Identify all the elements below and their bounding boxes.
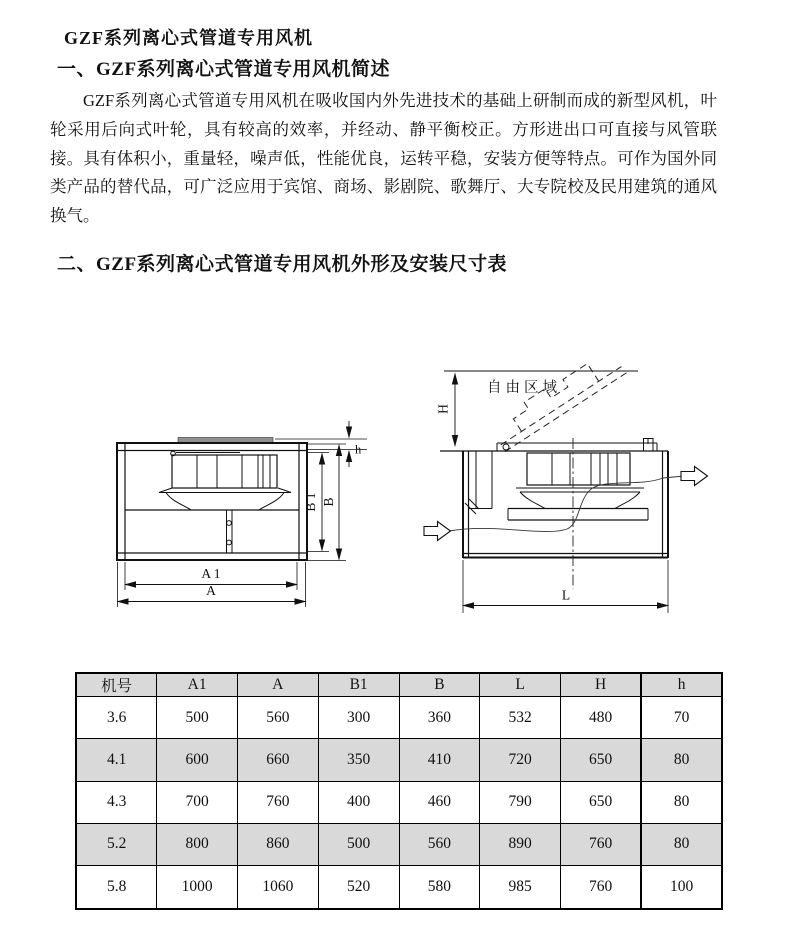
table-cell: 5.2: [76, 823, 157, 865]
dim-label-a1: A 1: [201, 566, 221, 581]
column-header: H: [561, 673, 642, 697]
column-header: A: [238, 673, 319, 697]
section1-heading: 一、GZF系列离心式管道专用风机简述: [57, 59, 391, 80]
table-cell: 560: [399, 823, 480, 865]
table-cell: 532: [480, 697, 561, 739]
table-cell: 580: [399, 866, 480, 909]
dim-label-L: L: [561, 587, 571, 603]
table-cell: 5.8: [76, 866, 157, 909]
table-cell: 720: [480, 739, 561, 781]
table-row: [76, 866, 722, 909]
power-cable: [449, 476, 684, 532]
table-cell: 70: [641, 697, 722, 739]
impeller-bell-side: [508, 488, 648, 520]
table-cell: 790: [480, 781, 561, 823]
table-row: [76, 823, 722, 865]
dim-label-b1: B 1: [303, 492, 318, 512]
table-cell: 460: [399, 781, 480, 823]
airflow-in-arrow: [424, 522, 451, 541]
fan-casing-side: [463, 451, 668, 558]
table-header: [76, 673, 722, 697]
table-cell: 80: [641, 781, 722, 823]
table-cell: 1000: [157, 866, 238, 909]
dimensions-table: [75, 672, 723, 910]
table-cell: 80: [641, 823, 722, 865]
table-cell: 1060: [238, 866, 319, 909]
side-view-drawing: [424, 350, 708, 613]
table-cell: 80: [641, 739, 722, 781]
technical-drawings: [0, 350, 800, 630]
table-cell: 650: [561, 781, 642, 823]
table-cell: 800: [157, 823, 238, 865]
table-cell: 985: [480, 866, 561, 909]
table-row: [76, 697, 722, 739]
table-cell: 760: [238, 781, 319, 823]
dim-label-a: A: [206, 583, 216, 598]
table-cell: 500: [157, 697, 238, 739]
table-cell: 300: [318, 697, 399, 739]
table-cell: 410: [399, 739, 480, 781]
table-cell: 3.6: [76, 697, 157, 739]
table-cell: 520: [318, 866, 399, 909]
column-header: h: [641, 673, 722, 697]
table-header-row: [76, 673, 722, 697]
impeller-bell-front: [159, 488, 291, 510]
table-cell: 500: [318, 823, 399, 865]
table-cell: 4.3: [76, 781, 157, 823]
table-cell: 4.1: [76, 739, 157, 781]
section2-heading: 二、GZF系列离心式管道专用风机外形及安装尺寸表: [57, 254, 508, 275]
front-view-drawing: [117, 421, 367, 607]
doc-title: GZF系列离心式管道专用风机: [64, 28, 314, 48]
dim-label-H: H: [435, 404, 451, 414]
airflow-out-arrow: [681, 467, 708, 486]
motor-block-front: [172, 455, 277, 488]
table-cell: 480: [561, 697, 642, 739]
table-cell: 400: [318, 781, 399, 823]
table-cell: 560: [238, 697, 319, 739]
open-position-dashed-outline: [488, 350, 629, 452]
column-header: A1: [157, 673, 238, 697]
table-cell: 660: [238, 739, 319, 781]
column-header: 机号: [76, 673, 157, 697]
table-row: [76, 739, 722, 781]
table-cell: 350: [318, 739, 399, 781]
column-header: B1: [318, 673, 399, 697]
table-cell: 760: [561, 823, 642, 865]
table-cell: 700: [157, 781, 238, 823]
dim-label-b: B: [321, 497, 336, 507]
table-cell: 600: [157, 739, 238, 781]
motor-block-side: [527, 453, 630, 485]
table-cell: 100: [641, 866, 722, 909]
column-header: L: [480, 673, 561, 697]
fan-casing-front: [117, 443, 307, 560]
table-cell: 760: [561, 866, 642, 909]
section1-paragraph: GZF系列离心式管道专用风机在吸收国内外先进技术的基础上研制而成的新型风机，叶轮采用后向式叶轮，具有较高的效率，并经动、静平衡校正。方形进出口可直接与风管联接。具有体积小，重量轻，噪声低，性能优良，运转平稳，安装方便等特点。可作为国外同类产品的替代品，可广泛应用于宾馆、商场、影剧院、歌舞厅、大专院校及民用建筑的通风换气。: [50, 91, 717, 226]
table-cell: 650: [561, 739, 642, 781]
free-zone-label: 自由区域: [487, 380, 561, 396]
table-row: [76, 781, 722, 823]
table-cell: 860: [238, 823, 319, 865]
hinge-pin: [503, 444, 509, 450]
column-header: B: [399, 673, 480, 697]
table-cell: 890: [480, 823, 561, 865]
dim-label-h: h: [355, 442, 362, 457]
table-body: [76, 697, 722, 910]
table-cell: 360: [399, 697, 480, 739]
